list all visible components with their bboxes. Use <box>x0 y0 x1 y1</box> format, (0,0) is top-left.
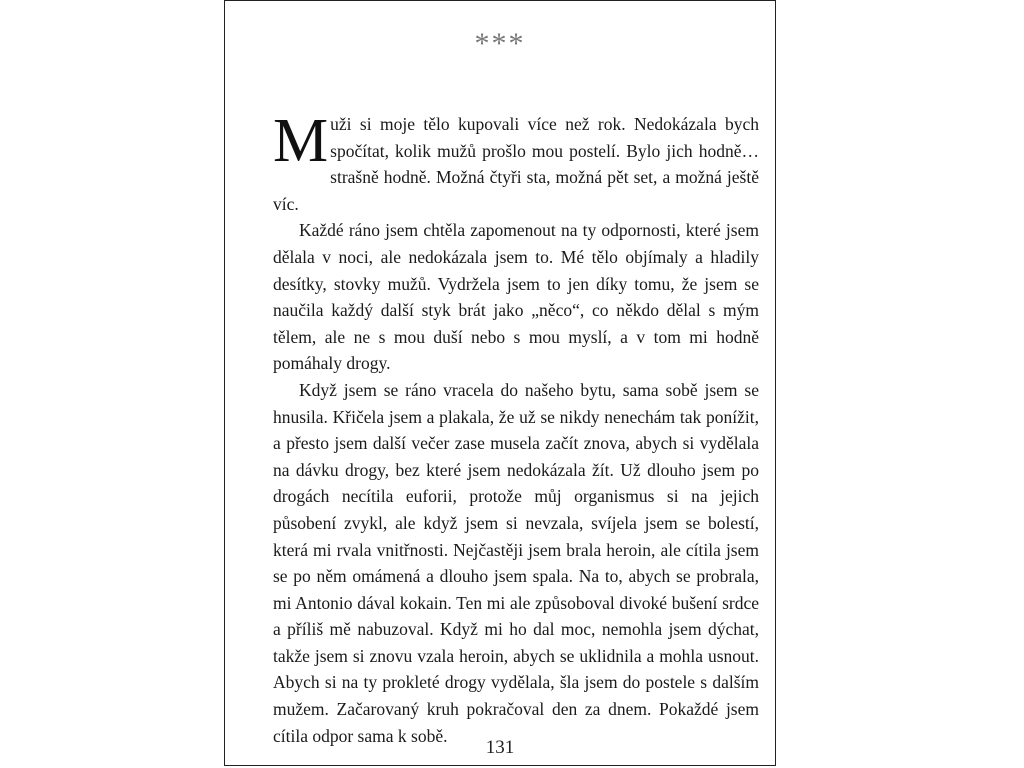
drop-cap: M <box>273 107 329 175</box>
paragraph-1-text: uži si moje tělo kupovali více než rok. Nedokázala bych spočítat, kolik mužů prošlo mou postelí. Bylo jich hodně… strašně hodně. Možná čtyři sta, možná pět set, a možná ještě víc. <box>273 114 759 214</box>
section-separator: *** <box>474 27 526 60</box>
paragraph-2: Každé ráno jsem chtěla zapomenout na ty odpornosti, které jsem dělala v noci, ale nedokázala jsem to. Mé tělo objímaly a hladily desítky, stovky mužů. Vydržela jsem to jen díky tomu, že jsem se naučila každý další styk brát jako „něco“, co někdo dělal s mým tělem, ale ne s mou duší nebo s mou myslí, a v tom mi hodně pomáhaly drogy. <box>273 220 759 374</box>
paragraph-3: Když jsem se ráno vracela do našeho bytu, sama sobě jsem se hnusila. Křičela jsem a plakala, že už se nikdy nenechám tak ponížit, a přesto jsem další večer zase musela začít znova, abych si vydělala na dávku drogy, bez které jsem nedokázala žít. Už dlouho jsem po drogách necítila euforii, protože můj organismus si na jejich působení zvykl, ale když jsem si nevzala, svíjela jsem se bolestí, která mi rvala vnitřnosti. Nejčastěji jsem brala heroin, ale cítila jsem se po něm omámená a dlouho jsem spala. Na to, abych se probrala, mi Antonio dával kokain. Ten mi ale způsoboval divoké bušení srdce a příliš mě nabuzoval. Když mi ho dal moc, nemohla jsem dýchat, takže jsem si znovu vzala heroin, abych se uklidnila a mohla usnout. Abych si na ty prokleté drogy vydělala, šla jsem do postele s dalším mužem. Začarovaný kruh pokračoval den za dnem. Pokaždé jsem cítila odpor sama k sobě. <box>273 379 759 746</box>
book-page <box>224 0 776 766</box>
page-number: 131 <box>485 737 515 758</box>
paragraph-1 <box>273 107 759 217</box>
body-text <box>273 107 759 749</box>
